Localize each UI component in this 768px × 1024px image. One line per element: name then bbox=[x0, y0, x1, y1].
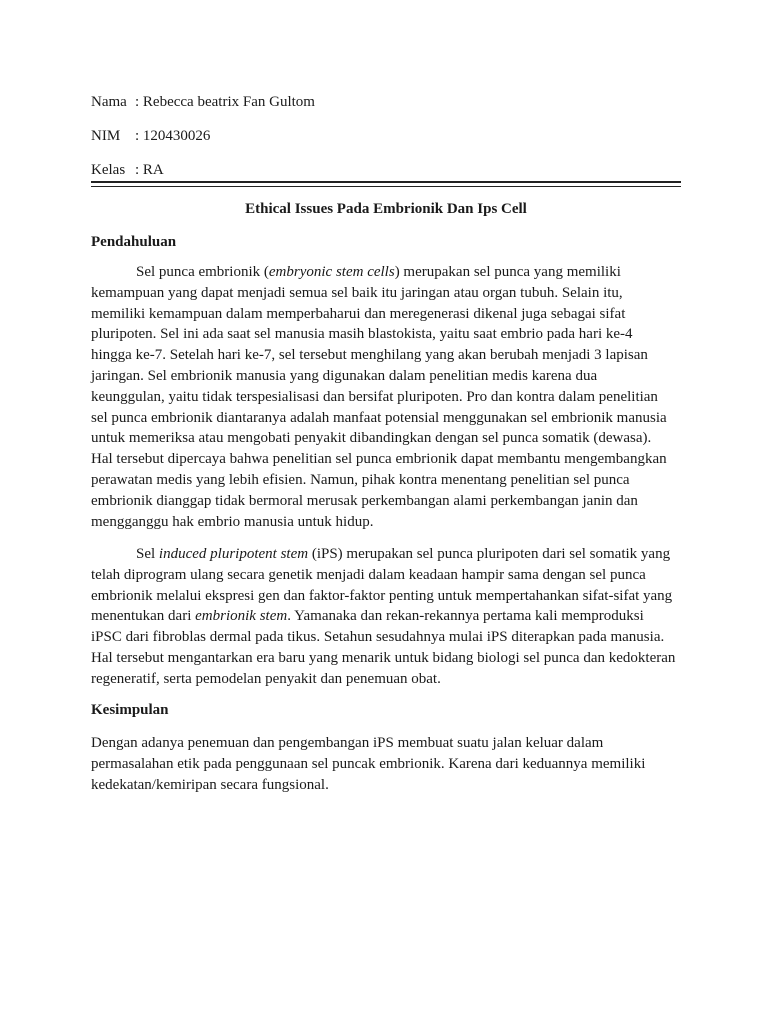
kelas-value: : RA bbox=[135, 162, 164, 178]
text-line: iPSC dari fibroblas dermal pada tikus. Setahun sesudahnya mulai iPS diterapkan pada manusia. bbox=[91, 629, 665, 646]
conclusion-heading: Kesimpulan bbox=[91, 702, 169, 718]
header-rule-thin bbox=[91, 186, 681, 187]
intro-paragraph-2 bbox=[91, 544, 681, 690]
text-line: regeneratif, serta pemodelan penyakit dan penemuan obat. bbox=[91, 670, 441, 687]
text-line: kemampuan yang dapat menjadi semua sel baik itu jaringan atau organ tubuh. Selain itu, bbox=[91, 284, 623, 301]
text-line: Hal tersebut mengantarkan era baru yang menarik untuk bidang biologi sel punca dan kedokteran bbox=[91, 649, 676, 666]
text-line: hingga ke-7. Setelah hari ke-7, sel tersebut menghilang yang akan berubah menjadi 3 lapisan bbox=[91, 347, 648, 364]
text-line: mengganggu hak embrio manusia untuk hidup. bbox=[91, 513, 374, 530]
nim-value: : 120430026 bbox=[135, 128, 211, 144]
text-line: sel punca embrionik diantaranya adalah manfaat potensial menggunakan sel embrionik manusia bbox=[91, 409, 667, 426]
text-line: Sel punca embrionik (embryonic stem cells) merupakan sel punca yang memiliki bbox=[136, 264, 621, 280]
text-line: permasalahan etik pada penggunaan sel puncak embrionik. Karena dari keduannya memiliki bbox=[91, 755, 646, 772]
conclusion-paragraph bbox=[91, 733, 681, 795]
name-value: : Rebecca beatrix Fan Gultom bbox=[135, 94, 315, 110]
nim-label: NIM bbox=[91, 128, 121, 144]
intro-paragraph-1 bbox=[91, 262, 681, 532]
text-line: perawatan medis yang lebih efisien. Namun, pihak kontra menentang penelitian sel punca bbox=[91, 471, 630, 488]
text-line: untuk memeriksa atau mengobati penyakit dibandingkan dengan sel punca somatik (dewasa). bbox=[91, 430, 652, 447]
kelas-row bbox=[91, 161, 164, 179]
text-line: Sel induced pluripotent stem (iPS) merupakan sel punca pluripoten dari sel somatik yang bbox=[136, 546, 671, 562]
text-line: Dengan adanya penemuan dan pengembangan iPS membuat suatu jalan keluar dalam bbox=[91, 735, 604, 751]
text-line: pluripoten. Sel ini ada saat sel manusia masih blastokista, yaitu saat embrio pada hari ke-4 bbox=[91, 326, 633, 343]
kelas-label: Kelas bbox=[91, 162, 126, 178]
text-line: Hal tersebut dipercaya bahwa penelitian sel punca embrionik dapat membantu mengembangkan bbox=[91, 451, 667, 468]
text-line: jaringan. Sel embrionik manusia yang digunakan dalam penelitian medis karena dua bbox=[91, 367, 598, 384]
text-line: memiliki kemampuan dalam memperbaharui dan meregenerasi dikenal juga sebagai sifat bbox=[91, 305, 626, 322]
text-line: keunggulan, yaitu tidak terspesialisasi dan bersifat pluripoten. Pro dan kontra dalam penelitian bbox=[91, 388, 658, 405]
text-line: telah diprogram ulang secara genetik menjadi dalam keadaan hampir sama dengan sel punca bbox=[91, 566, 646, 583]
text-line: embrionik melalui ekspresi gen dan faktor-faktor penting untuk mempertahankan sifat-sifat yang bbox=[91, 587, 673, 604]
document-title: Ethical Issues Pada Embrionik Dan Ips Cell bbox=[245, 201, 527, 217]
text-line: kedekatan/kemiripan secara fungsional. bbox=[91, 776, 329, 793]
intro-heading: Pendahuluan bbox=[91, 234, 177, 250]
name-label: Nama bbox=[91, 94, 127, 110]
text-line: menentukan dari embrionik stem. Yamanaka dan rekan-rekannya pertama kali memproduksi bbox=[91, 608, 644, 625]
name-row bbox=[91, 93, 315, 111]
text-line: embrionik dianggap tidak bermoral merusak perkembangan alami perkembangan janin dan bbox=[91, 492, 638, 509]
header-rule-thick bbox=[91, 181, 681, 183]
nim-row bbox=[91, 127, 210, 145]
